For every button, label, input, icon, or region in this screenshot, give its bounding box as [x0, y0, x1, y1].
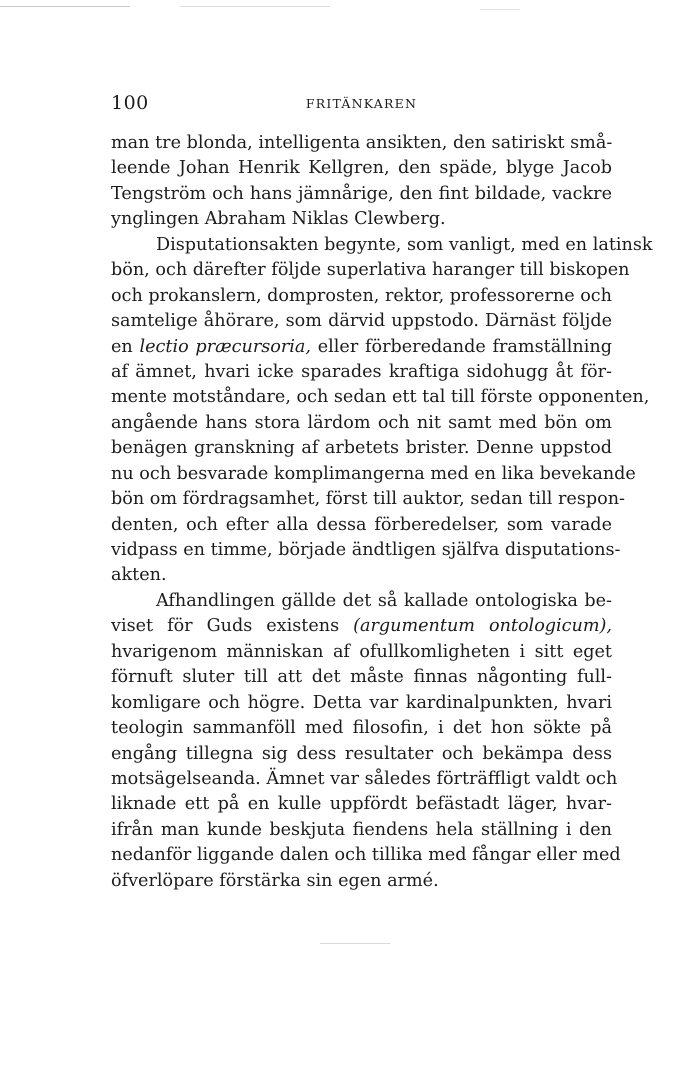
- scan-artifact-top: [0, 6, 130, 7]
- text-line: vidpass en timme, började ändtligen själfva disputations-: [111, 540, 621, 560]
- text-segment: en: [111, 336, 140, 357]
- italic-phrase: (argumentum ontologicum),: [353, 616, 612, 637]
- text-line: nedanför liggande dalen och tillika med fångar eller med: [111, 845, 621, 866]
- running-head: FRITÄNKAREN: [305, 96, 418, 111]
- text-line: denten, och efter alla dessa förberedelser, som varade: [111, 514, 612, 535]
- text-line: motsägelseanda. Ämnet var således förträffligt valdt och: [111, 768, 618, 789]
- text-line: bön, och därefter följde superlativa haranger till biskopen: [111, 260, 630, 281]
- text-line: man tre blonda, intelligenta ansikten, den satiriskt små-: [111, 133, 613, 153]
- body-text: [111, 131, 653, 894]
- text-line: leende Johan Henrik Kellgren, den späde, blyge Jacob: [111, 158, 612, 179]
- text-line: ifrån man kunde beskjuta fiendens hela ställning i den: [111, 819, 612, 840]
- text-line: af ämnet, hvari icke sparades kraftiga sidohugg åt för-: [111, 361, 612, 382]
- text-line: nu och besvarade komplimangerna med en lika bevekande: [111, 463, 636, 484]
- text-line: bön om fördragsamhet, först till auktor, sedan till respon-: [111, 489, 625, 510]
- page-header: [111, 92, 612, 116]
- page-number: 100: [111, 92, 149, 114]
- text-line: engång tillegna sig dess resultater och bekämpa dess: [111, 743, 612, 764]
- text-line: förnuft sluter till att det måste finnas någonting full-: [111, 667, 612, 688]
- text-line: ynglingen Abraham Niklas Clewberg.: [111, 209, 446, 230]
- italic-phrase: lectio præcursoria,: [139, 336, 311, 357]
- scan-artifact-bottom: [320, 943, 390, 944]
- scan-artifact-top-2: [180, 6, 330, 7]
- text-line: liknade ett på en kulle uppfördt befästadt läger, hvar-: [111, 794, 612, 815]
- text-line: mente motståndare, och sedan ett tal till förste opponenten,: [111, 387, 650, 408]
- text-line: Disputationsakten begynte, som vanligt, med en latinsk: [156, 234, 653, 255]
- scan-artifact-top-3: [480, 9, 520, 10]
- text-line: Tengström och hans jämnårige, den fint bildade, vackre: [111, 183, 612, 204]
- text-line-with-italic: [111, 614, 612, 639]
- text-line: komligare och högre. Detta var kardinalpunkten, hvari: [111, 692, 612, 713]
- text-line: benägen granskning af arbetets brister. Denne uppstod: [111, 438, 612, 459]
- text-line: hvarigenom människan af ofullkomligheten i sitt eget: [111, 641, 612, 662]
- text-line: Afhandlingen gällde det så kallade ontologiska be-: [156, 590, 612, 611]
- text-line: öfverlöpare förstärka sin egen armé.: [111, 870, 439, 891]
- text-line: och prokanslern, domprosten, rektor, professorerne och: [111, 285, 612, 306]
- text-segment: viset för Guds existens: [111, 616, 354, 637]
- text-line: samtelige åhörare, som därvid uppstodo. Därnäst följde: [111, 311, 612, 332]
- text-line: angående hans stora lärdom och nit samt med bön om: [111, 412, 612, 433]
- text-segment: eller förberedande framställning: [310, 336, 612, 357]
- text-line: teologin sammanföll med filosofin, i det hon sökte på: [111, 718, 612, 739]
- text-line-with-italic: [111, 335, 612, 360]
- text-line: akten.: [111, 565, 167, 586]
